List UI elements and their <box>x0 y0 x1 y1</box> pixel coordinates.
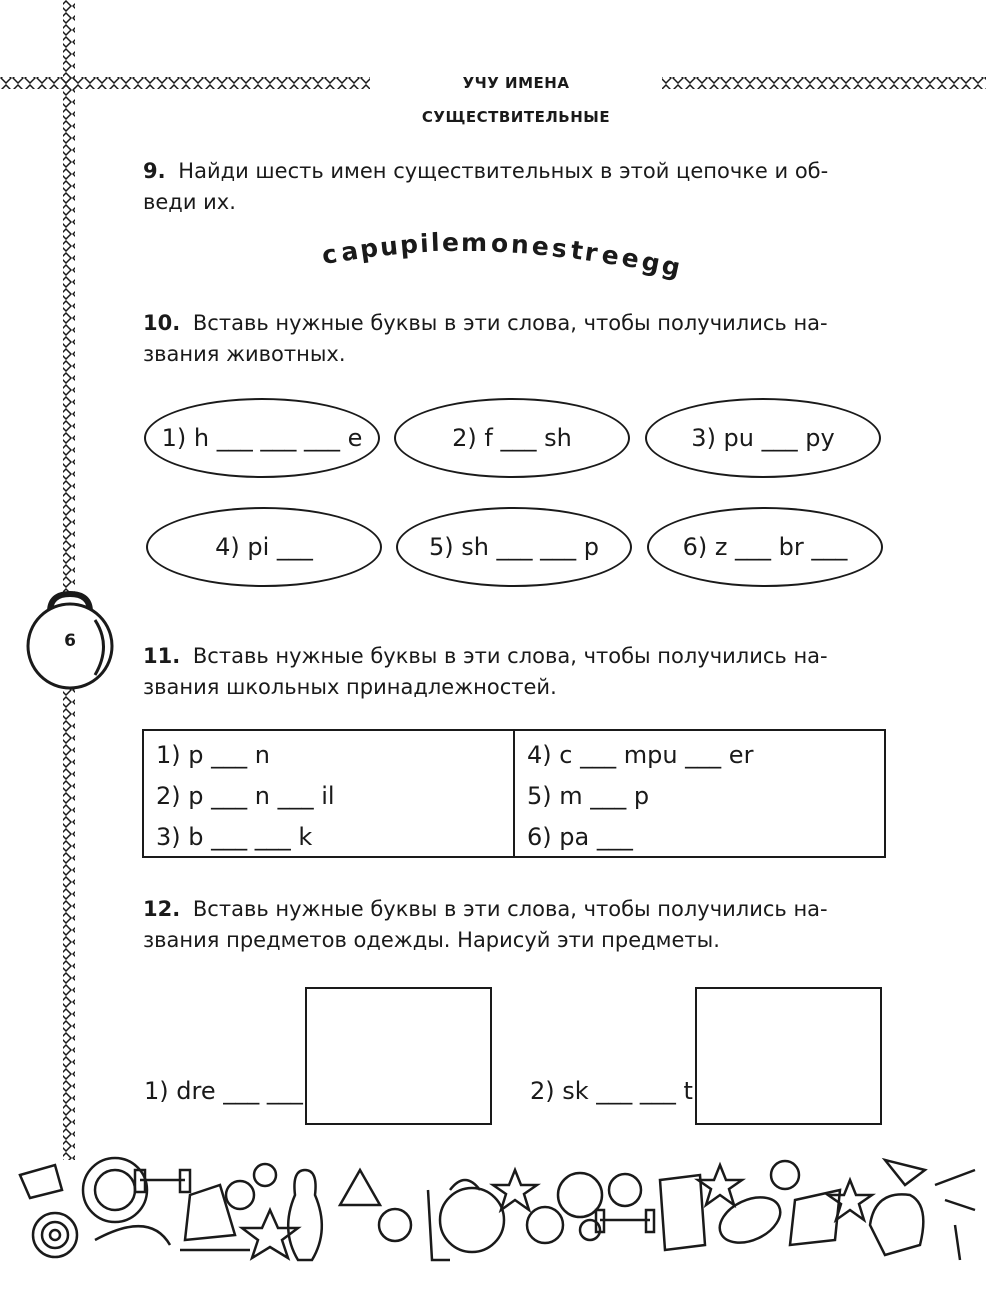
table-row[interactable]: 6) pa ___ <box>527 823 633 851</box>
dumbbell-icon <box>596 1210 654 1232</box>
skate-icon <box>180 1185 250 1250</box>
chain-letter: s <box>550 233 570 264</box>
medal-ribbon-icon <box>527 1207 563 1243</box>
table-row[interactable]: 5) m ___ p <box>527 782 650 810</box>
task-12 <box>143 894 885 956</box>
star-icon <box>698 1165 742 1205</box>
chain-letter: r <box>583 237 601 268</box>
chain-letter: p <box>358 232 381 265</box>
chain-letter: g <box>639 246 664 279</box>
page-number: 6 <box>64 631 76 651</box>
school-items-table <box>142 729 886 858</box>
chain-letter: e <box>441 227 461 258</box>
letter-chain <box>320 228 710 282</box>
ball-icon <box>226 1181 254 1209</box>
medal-icon <box>379 1209 411 1241</box>
kettlebell-icon <box>440 1180 504 1252</box>
task-number: 12. <box>143 897 181 921</box>
sports-doodle-strip <box>0 1150 986 1270</box>
chain-letter: t <box>569 235 586 266</box>
task-text: звания животных. <box>143 342 346 366</box>
target-icon <box>83 1158 147 1222</box>
task-number: 10. <box>143 311 181 335</box>
chain-letter: a <box>338 235 362 268</box>
clothes-word-2[interactable]: 2) sk ___ ___ t <box>530 1077 693 1105</box>
animal-word-oval[interactable]: 5) sh ___ ___ p <box>396 507 632 587</box>
goggles-icon <box>660 1175 705 1250</box>
chain-letter: p <box>398 229 421 260</box>
task-text: Вставь нужные буквы в эти слова, чтобы получились на- <box>192 897 828 921</box>
task-10 <box>143 308 885 370</box>
chain-letter: e <box>619 242 643 275</box>
stopwatch-icon <box>609 1174 641 1206</box>
task-text: звания предметов одежды. Нарисуй эти предметы. <box>143 928 720 952</box>
chain-letter: m <box>461 228 489 257</box>
clothes-word-1[interactable]: 1) dre ___ ___ <box>144 1077 303 1105</box>
task-text: Вставь нужные буквы в эти слова, чтобы получились на- <box>192 644 828 668</box>
task-text: звания школьных принадлежностей. <box>143 675 557 699</box>
chain-letter: e <box>530 231 552 262</box>
task-text: Вставь нужные буквы в эти слова, чтобы получились на- <box>192 311 828 335</box>
chain-letter: n <box>510 229 531 260</box>
table-row[interactable]: 4) c ___ mpu ___ er <box>527 741 754 769</box>
table-column-left <box>144 731 515 856</box>
animal-word-oval[interactable]: 4) pi ___ <box>146 507 382 587</box>
animal-word-oval[interactable]: 2) f ___ sh <box>394 398 630 478</box>
task-11 <box>143 641 885 703</box>
bowling-pin-icon <box>288 1170 322 1260</box>
chain-letter: e <box>599 239 623 272</box>
animal-word-oval[interactable]: 1) h ___ ___ ___ e <box>144 398 380 478</box>
table-row[interactable]: 3) b ___ ___ k <box>156 823 313 851</box>
table-column-right <box>515 731 884 856</box>
left-chain-border <box>63 0 75 596</box>
chain-letter: g <box>659 250 684 283</box>
header-title: УЧУ ИМЕНА СУЩЕСТВИТЕЛЬНЫЕ <box>370 66 662 100</box>
task-number: 9. <box>143 159 166 183</box>
chain-letter: i <box>419 228 431 259</box>
table-row[interactable]: 2) p ___ n ___ il <box>156 782 335 810</box>
drawing-box-1[interactable] <box>305 987 492 1125</box>
boxing-glove-icon <box>870 1194 923 1255</box>
chain-letter: o <box>490 228 510 259</box>
drawing-box-2[interactable] <box>695 987 882 1125</box>
chain-letter: u <box>378 231 401 262</box>
ribbon-spiral-icon <box>33 1213 77 1257</box>
task-text: веди их. <box>143 190 236 214</box>
shuttlecock-icon <box>340 1170 380 1205</box>
task-text: Найди шесть имен существительных в этой цепочке и об- <box>178 159 829 183</box>
darts-icon <box>935 1170 975 1260</box>
chain-letter: c <box>319 238 341 271</box>
spiral-icon <box>771 1161 799 1189</box>
flag-icon <box>885 1160 925 1185</box>
star-icon <box>828 1180 872 1220</box>
task-9 <box>143 156 885 218</box>
chain-letter: l <box>430 227 442 258</box>
task-number: 11. <box>143 644 181 668</box>
left-chain-border-lower <box>63 688 75 1160</box>
animal-word-oval[interactable]: 6) z ___ br ___ <box>647 507 883 587</box>
table-row[interactable]: 1) p ___ n <box>156 741 270 769</box>
whistle-icon <box>20 1165 62 1198</box>
skipping-rope-icon <box>95 1226 170 1245</box>
animal-word-oval[interactable]: 3) pu ___ py <box>645 398 881 478</box>
